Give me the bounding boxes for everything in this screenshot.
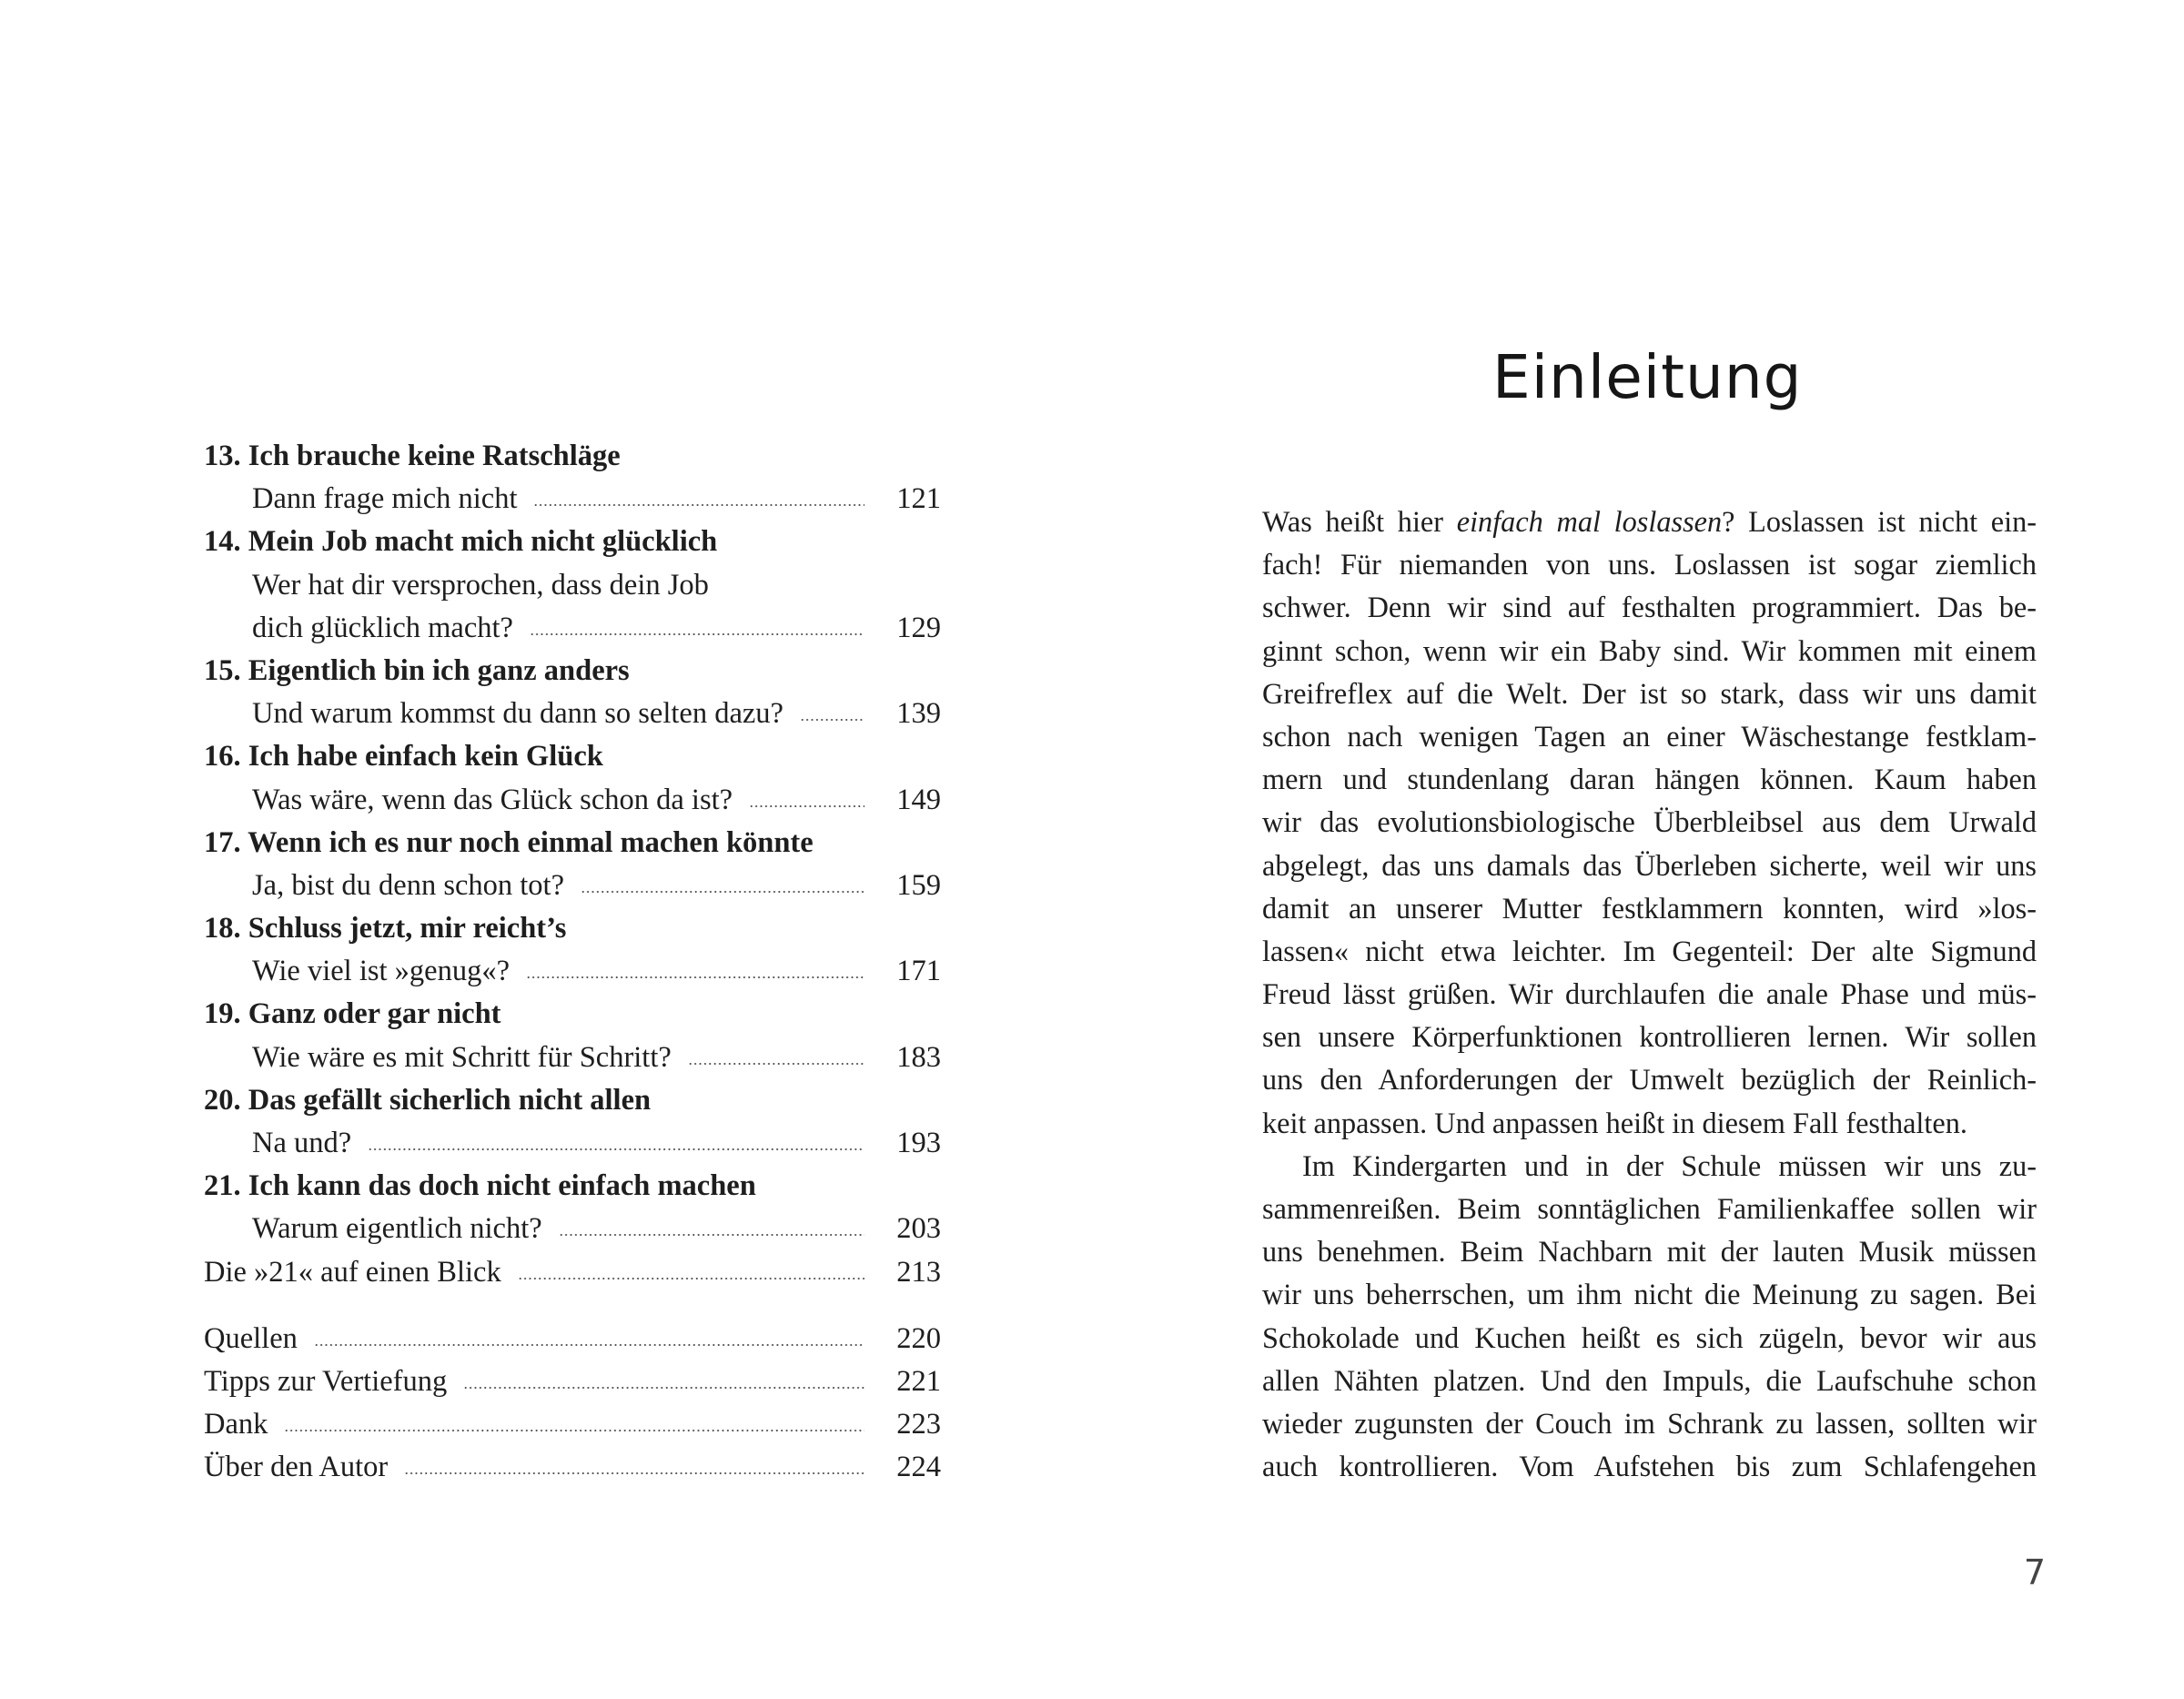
toc-entry-text: 19. Ganz oder gar nicht (204, 997, 501, 1031)
body-line (1262, 715, 2037, 758)
body-text-segment: sen unsere Körperfunktionen kontrollieren lernen. Wir sollen (1262, 1020, 2037, 1054)
body-line (1262, 758, 2037, 801)
body-text-segment: wir uns beherrschen, um ihm nicht die Meinung zu sagen. Bei (1262, 1278, 2037, 1311)
toc-entry-text: 13. Ich brauche keine Ratschläge (204, 440, 621, 472)
body-line (1262, 1445, 2037, 1488)
toc-page-number: 223 (896, 1408, 941, 1441)
toc-entry (204, 779, 941, 822)
toc-entry-text: Tipps zur Vertiefung (204, 1364, 448, 1398)
body-text-segment: ? Loslassen ist nicht ein- (1722, 505, 2037, 538)
toc-chapter-title (204, 993, 941, 1036)
toc-entry (204, 564, 941, 607)
toc-page-number: 224 (896, 1451, 941, 1484)
toc-dot-leader (559, 1229, 864, 1238)
toc-entry-text: Über den Autor (204, 1451, 389, 1484)
toc-page-number: 203 (896, 1212, 941, 1246)
body-line (1262, 930, 2037, 973)
toc-entry (204, 693, 941, 735)
body-line (1262, 1102, 2037, 1145)
toc-dot-leader (749, 800, 864, 809)
toc-page-number: 220 (896, 1321, 941, 1355)
body-line (1262, 501, 2037, 543)
body-line (1262, 1402, 2037, 1445)
body-text-segment: damit an unserer Mutter festklammern konnten, wird »los- (1262, 891, 2037, 925)
toc-dot-leader (526, 971, 864, 980)
body-text-segment: keit anpassen. Und anpassen heißt in diesem Fall festhalten. (1262, 1106, 1967, 1139)
toc-entry (204, 1318, 941, 1360)
toc-dot-leader (314, 1339, 864, 1348)
toc-entry (204, 1037, 941, 1079)
toc-chapter-title (204, 1079, 941, 1122)
page-number: 7 (2023, 1552, 2046, 1593)
body-line (1262, 887, 2037, 930)
toc-entry-text: Wie wäre es mit Schritt für Schritt? (252, 1040, 672, 1074)
toc-entry-text: 15. Eigentlich bin ich ganz anders (204, 653, 630, 687)
body-text-segment: mern und stundenlang daran hängen können. Kaum haben (1262, 763, 2037, 796)
body-line (1262, 1317, 2037, 1360)
toc-entry (204, 1122, 941, 1165)
toc-entry (204, 1446, 941, 1489)
toc-chapter-title (204, 907, 941, 950)
chapter-heading: Einleitung (1492, 342, 1803, 412)
toc-entry-text: Was wäre, wenn das Glück schon da ist? (252, 783, 733, 816)
toc-dot-leader (404, 1467, 864, 1476)
toc-entry-text: 20. Das gefällt sicherlich nicht allen (204, 1083, 652, 1117)
toc-page-number: 121 (896, 482, 941, 516)
body-text-segment: sammenreißen. Beim sonntäglichen Familienkaffee sollen wir (1262, 1192, 2037, 1225)
body-line (1262, 630, 2037, 673)
body-text-segment: fach! Für niemanden von uns. Loslassen ist sogar ziemlich (1262, 548, 2037, 582)
toc-entry (204, 478, 941, 521)
body-text-segment: wieder zugunsten der Couch im Schrank zu lassen, sollten wir (1262, 1406, 2037, 1440)
body-line (1262, 844, 2037, 887)
toc-entry (204, 865, 941, 907)
toc-entry-text: 16. Ich habe einfach kein Glück (204, 740, 603, 774)
toc-page-number: 193 (896, 1127, 941, 1159)
toc-entry-text: 14. Mein Job macht mich nicht glücklich (204, 525, 718, 559)
toc-page-number: 171 (896, 955, 941, 988)
toc-dot-leader (688, 1057, 864, 1067)
body-text-segment: Greifreflex auf die Welt. Der ist so stark, dass wir uns damit (1262, 676, 2037, 710)
toc-page-number: 129 (896, 611, 941, 644)
toc-page-number: 139 (896, 697, 941, 731)
body-line (1262, 1188, 2037, 1230)
toc-entry-text: 21. Ich kann das doch nicht einfach machen (204, 1169, 756, 1203)
toc-entry-text: Wer hat dir versprochen, dass dein Job (252, 568, 709, 602)
body-text-segment: uns den Anforderungen der Umwelt bezüglich der Reinlich- (1262, 1063, 2037, 1097)
toc-dot-leader (533, 499, 864, 508)
toc-entry-text: 18. Schluss jetzt, mir reicht’s (204, 912, 567, 946)
toc-entry-text: Quellen (204, 1321, 298, 1355)
toc-chapter-title (204, 822, 941, 865)
toc-dot-leader (518, 1272, 864, 1281)
toc-entry-text: Warum eigentlich nicht? (252, 1212, 542, 1246)
body-text-segment: Was heißt hier (1262, 505, 1457, 538)
toc-entry-text: Wie viel ist »genug«? (252, 955, 510, 988)
body-text-segment: schon nach wenigen Tagen an einer Wäschestange festklam- (1262, 719, 2037, 753)
toc-page-number: 149 (896, 783, 941, 816)
body-text-segment: auch kontrollieren. Vom Aufstehen bis zum Schlafengehen (1262, 1450, 2037, 1483)
body-line (1262, 1360, 2037, 1402)
body-text-emphasis: einfach mal loslassen (1456, 505, 1723, 538)
toc-chapter-title (204, 735, 941, 778)
toc-dot-leader (581, 885, 864, 895)
toc-chapter-title (204, 650, 941, 693)
body-text-segment: Schokolade und Kuchen heißt es sich zügeln, bevor wir aus (1262, 1320, 2037, 1354)
body-text-segment: ginnt schon, wenn wir ein Baby sind. Wir kommen mit einem (1262, 633, 2037, 667)
toc-page-number: 213 (896, 1255, 941, 1289)
body-line (1262, 1145, 2037, 1188)
toc-page-number: 183 (896, 1040, 941, 1074)
table-of-contents (204, 435, 941, 1490)
toc-dot-leader (463, 1381, 864, 1391)
body-line (1262, 543, 2037, 586)
body-text-segment: lassen« nicht etwa leichter. Im Gegenteil: Der alte Sigmund (1262, 934, 2037, 967)
body-text-segment: schwer. Denn wir sind auf festhalten programmiert. Das be- (1262, 591, 2037, 624)
toc-entry-text: dich glücklich macht? (252, 611, 513, 644)
toc-entry-text: Ja, bist du denn schon tot? (252, 868, 565, 902)
body-line (1262, 1016, 2037, 1058)
body-line (1262, 1058, 2037, 1101)
toc-chapter-title (204, 521, 941, 563)
toc-entry-text: 17. Wenn ich es nur noch einmal machen könnte (204, 825, 814, 859)
body-line (1262, 801, 2037, 844)
toc-page-number: 159 (896, 868, 941, 902)
toc-entry (204, 950, 941, 993)
body-text-segment: Im Kindergarten und in der Schule müssen wir uns zu- (1302, 1148, 2037, 1182)
right-page (1092, 0, 2184, 1699)
body-line (1262, 1273, 2037, 1316)
body-line (1262, 1230, 2037, 1273)
toc-chapter-title (204, 435, 941, 478)
toc-entry (204, 1403, 941, 1446)
toc-entry (204, 1251, 941, 1294)
body-text-segment: abgelegt, das uns damals das Überleben sicherte, weil wir uns (1262, 848, 2037, 882)
body-line (1262, 673, 2037, 715)
toc-entry-text: Dank (204, 1408, 268, 1441)
body-line (1262, 973, 2037, 1016)
chapter-body (1262, 501, 2037, 1488)
body-text-segment: uns benehmen. Beim Nachbarn mit der lauten Musik müssen (1262, 1235, 2037, 1269)
toc-entry-text: Die »21« auf einen Blick (204, 1255, 501, 1289)
toc-entry (204, 1360, 941, 1403)
toc-dot-leader (530, 628, 864, 637)
toc-dot-leader (800, 713, 864, 723)
toc-entry-text: Dann frage mich nicht (252, 482, 518, 516)
toc-chapter-title (204, 1165, 941, 1208)
body-text-segment: wir das evolutionsbiologische Überbleibsel aus dem Urwald (1262, 805, 2037, 839)
toc-page-number: 221 (896, 1364, 941, 1398)
body-line (1262, 586, 2037, 629)
body-text-segment: Freud lässt grüßen. Wir durchlaufen die anale Phase und müs- (1262, 977, 2037, 1011)
toc-dot-leader (368, 1143, 864, 1152)
body-text-segment: allen Nähten platzen. Und den Impuls, die Laufschuhe schon (1262, 1363, 2037, 1397)
toc-dot-leader (284, 1424, 864, 1433)
toc-entry (204, 1208, 941, 1250)
toc-entry-text: Na und? (252, 1127, 352, 1159)
toc-entry-text: Und warum kommst du dann so selten dazu? (252, 697, 784, 731)
toc-entry (204, 607, 941, 650)
